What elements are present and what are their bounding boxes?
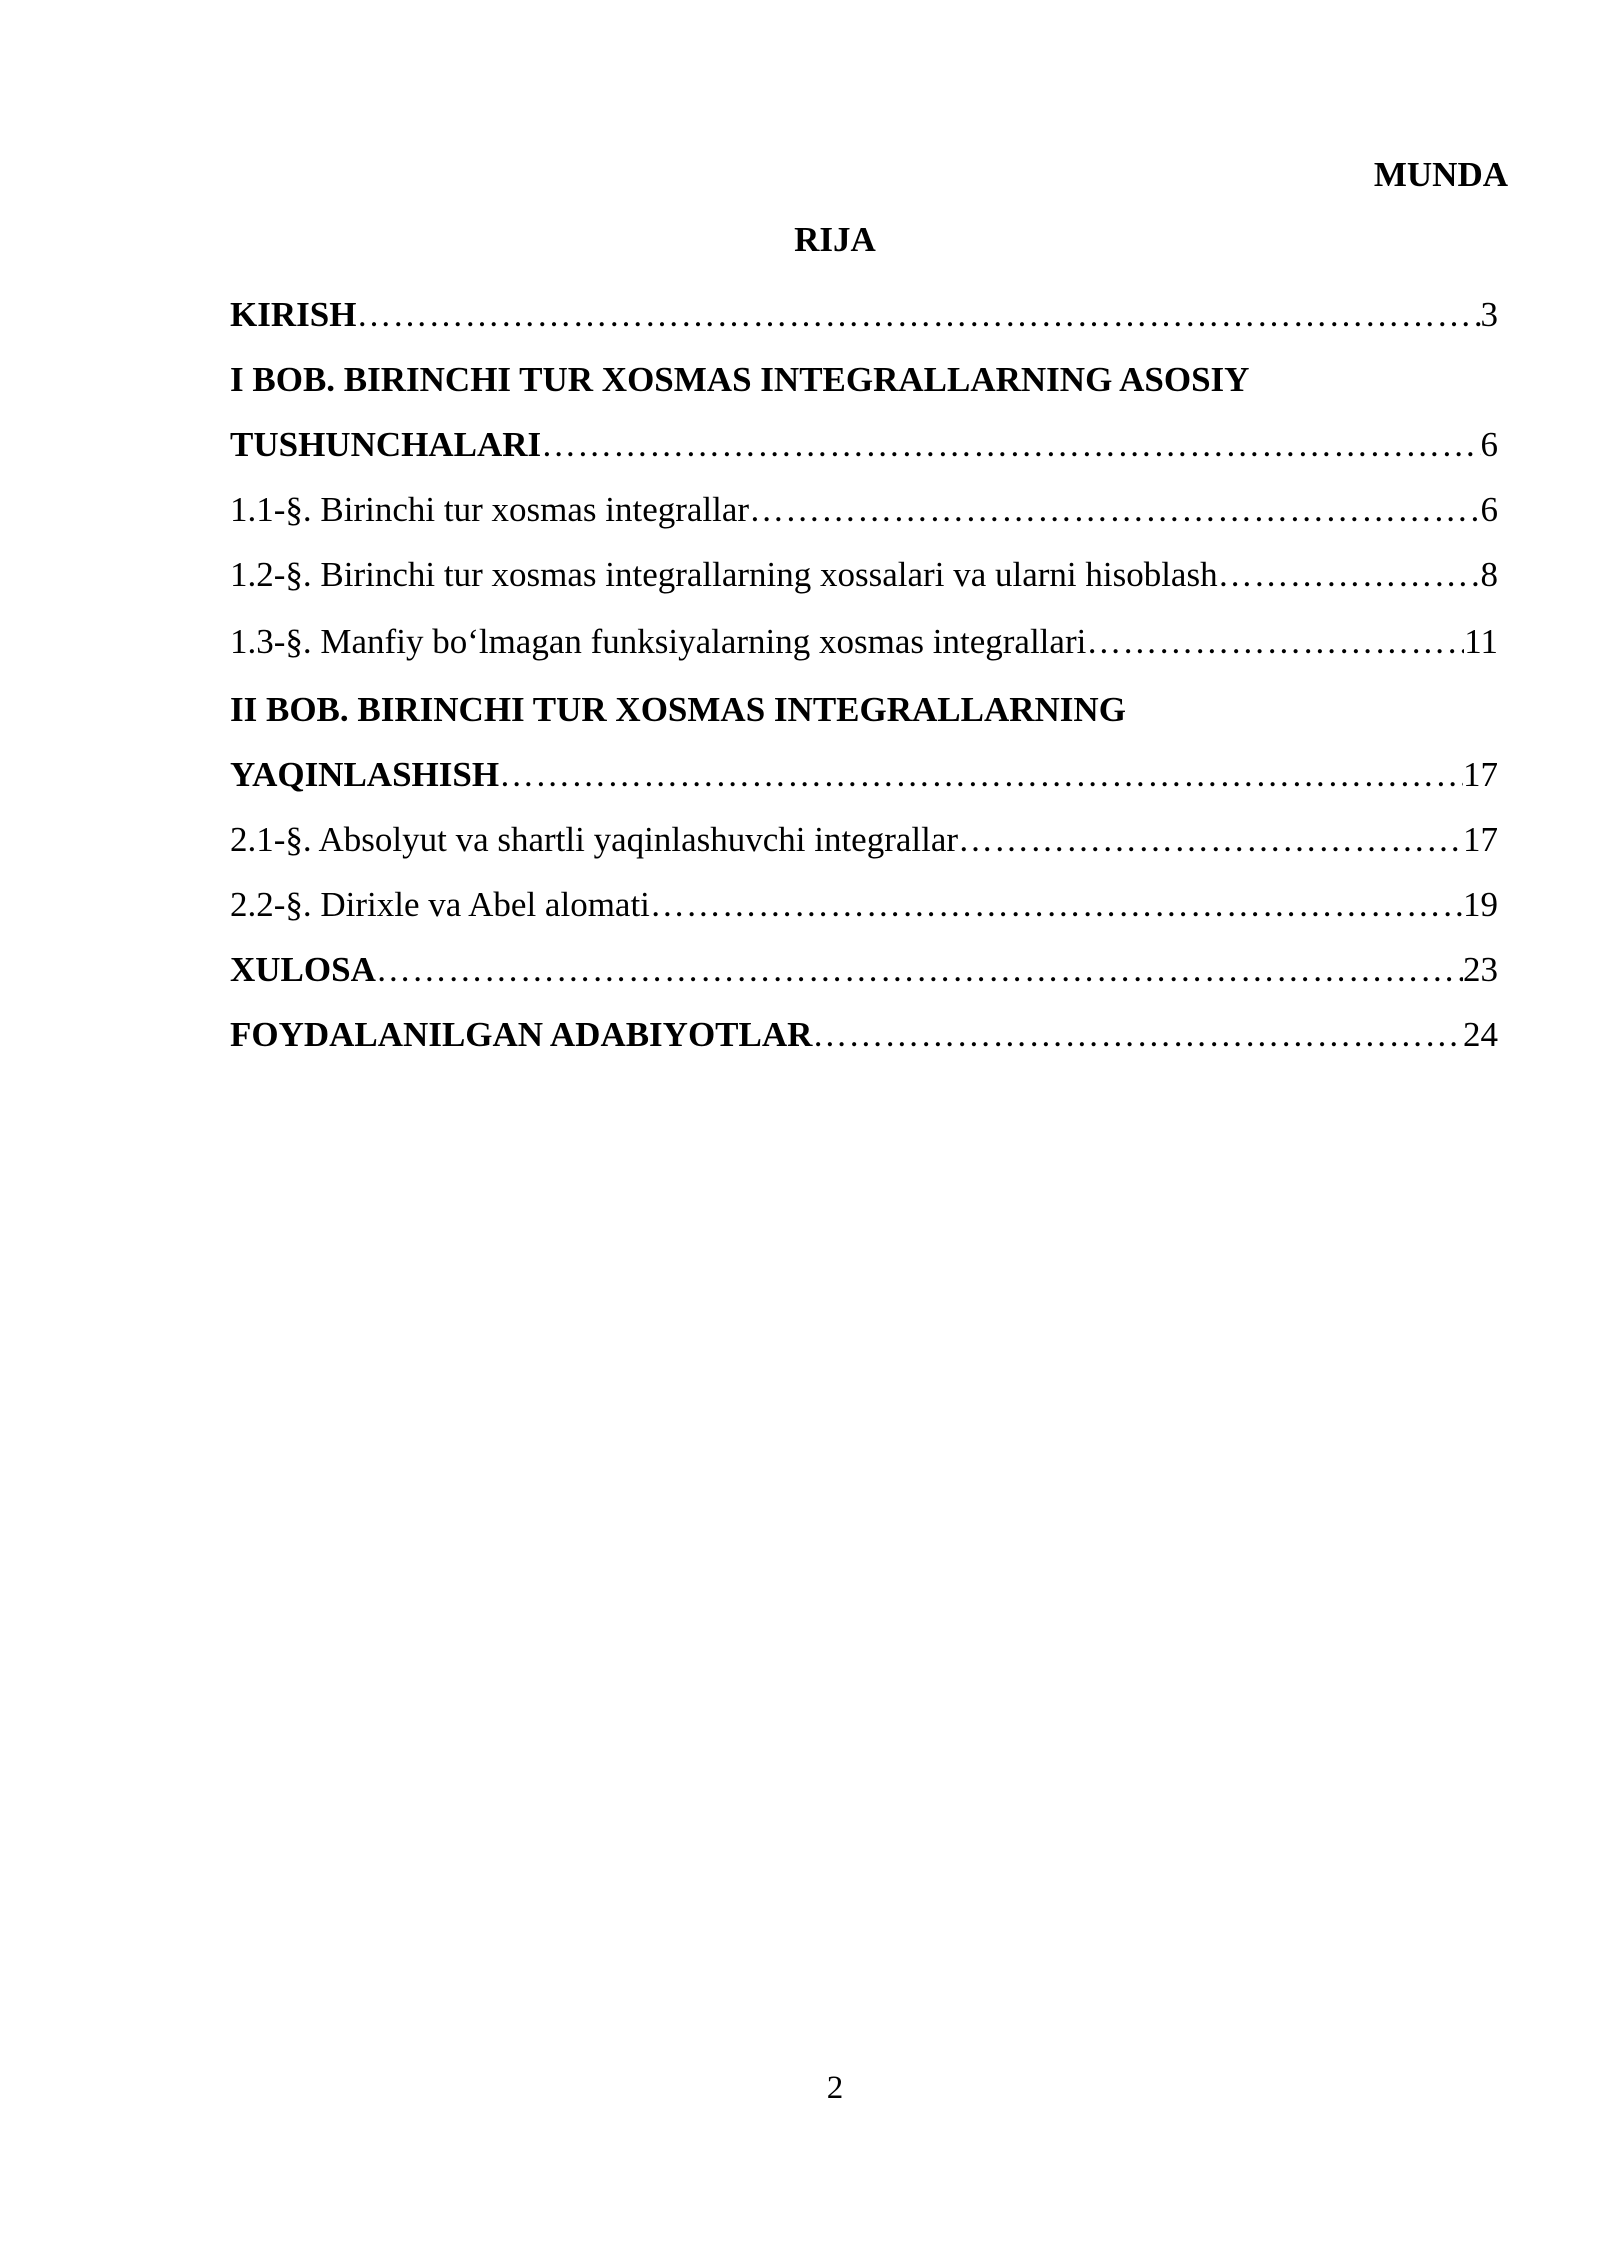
toc-entry-section-1-2[interactable] <box>230 542 1498 607</box>
toc-entry-chapter-2[interactable] <box>230 677 1498 742</box>
toc-entry-adabiyotlar[interactable] <box>230 1002 1498 1067</box>
toc-entry-page: 23 <box>1463 950 1498 989</box>
toc-leader-dots <box>356 282 1480 347</box>
toc-leader-dots <box>376 937 1463 1002</box>
toc-entry-page: 6 <box>1480 425 1498 464</box>
table-of-contents <box>230 282 1498 1067</box>
toc-entry-page: 17 <box>1463 755 1498 794</box>
toc-entry-section-1-3[interactable] <box>230 607 1498 677</box>
toc-entry-label: YAQINLASHISH <box>230 755 500 794</box>
toc-entry-page: 11 <box>1464 622 1498 661</box>
toc-entry-section-1-1[interactable] <box>230 477 1498 542</box>
toc-leader-dots <box>1218 542 1481 607</box>
toc-entry-label: 1.3-§. Manfiy boʻlmagan funksiyalarning xosmas integrallari <box>230 622 1087 661</box>
toc-entry-page: 19 <box>1463 885 1498 924</box>
toc-entry-page: 6 <box>1480 490 1498 529</box>
toc-leader-dots <box>650 872 1463 937</box>
toc-leader-dots <box>749 477 1480 542</box>
toc-entry-chapter-1[interactable] <box>230 347 1498 412</box>
toc-leader-dots <box>812 1002 1463 1067</box>
toc-leader-dots <box>958 807 1463 872</box>
page-number: 2 <box>826 2070 844 2106</box>
toc-entry-label: KIRISH <box>230 295 357 334</box>
toc-entry-page: 3 <box>1480 295 1498 334</box>
toc-entry-section-2-1[interactable] <box>230 807 1498 872</box>
toc-leader-dots <box>541 412 1480 477</box>
toc-leader-dots <box>499 742 1463 807</box>
toc-entry-chapter-2-cont[interactable] <box>230 742 1498 807</box>
toc-entry-chapter-1-cont[interactable] <box>230 412 1498 477</box>
toc-entry-label: TUSHUNCHALARI <box>230 425 542 464</box>
toc-entry-label: II BOB. BIRINCHI TUR XOSMAS INTEGRALLARNING <box>230 690 1126 729</box>
toc-entry-kirish[interactable] <box>230 282 1498 347</box>
toc-entry-page: 17 <box>1463 820 1498 859</box>
toc-leader-dots <box>1086 607 1464 677</box>
toc-entry-label: FOYDALANILGAN ADABIYOTLAR <box>230 1015 813 1054</box>
toc-entry-label: XULOSA <box>230 950 376 989</box>
toc-entry-label: 1.2-§. Birinchi tur xosmas integrallarning xossalari va ularni hisoblash <box>230 555 1218 594</box>
toc-entry-xulosa[interactable] <box>230 937 1498 1002</box>
contents-title-line-1: MUNDA <box>1373 155 1508 194</box>
toc-entry-label: 2.1-§. Absolyut va shartli yaqinlashuvchi integrallar <box>230 820 959 859</box>
toc-entry-section-2-2[interactable] <box>230 872 1498 937</box>
toc-entry-label: 1.1-§. Birinchi tur xosmas integrallar <box>230 490 750 529</box>
toc-entry-page: 24 <box>1463 1015 1498 1054</box>
toc-entry-label: 2.2-§. Dirixle va Abel alomati <box>230 885 650 924</box>
toc-entry-label: I BOB. BIRINCHI TUR XOSMAS INTEGRALLARNING ASOSIY <box>230 360 1250 399</box>
toc-entry-page: 8 <box>1480 555 1498 594</box>
contents-title-line-2: RIJA <box>794 220 876 259</box>
